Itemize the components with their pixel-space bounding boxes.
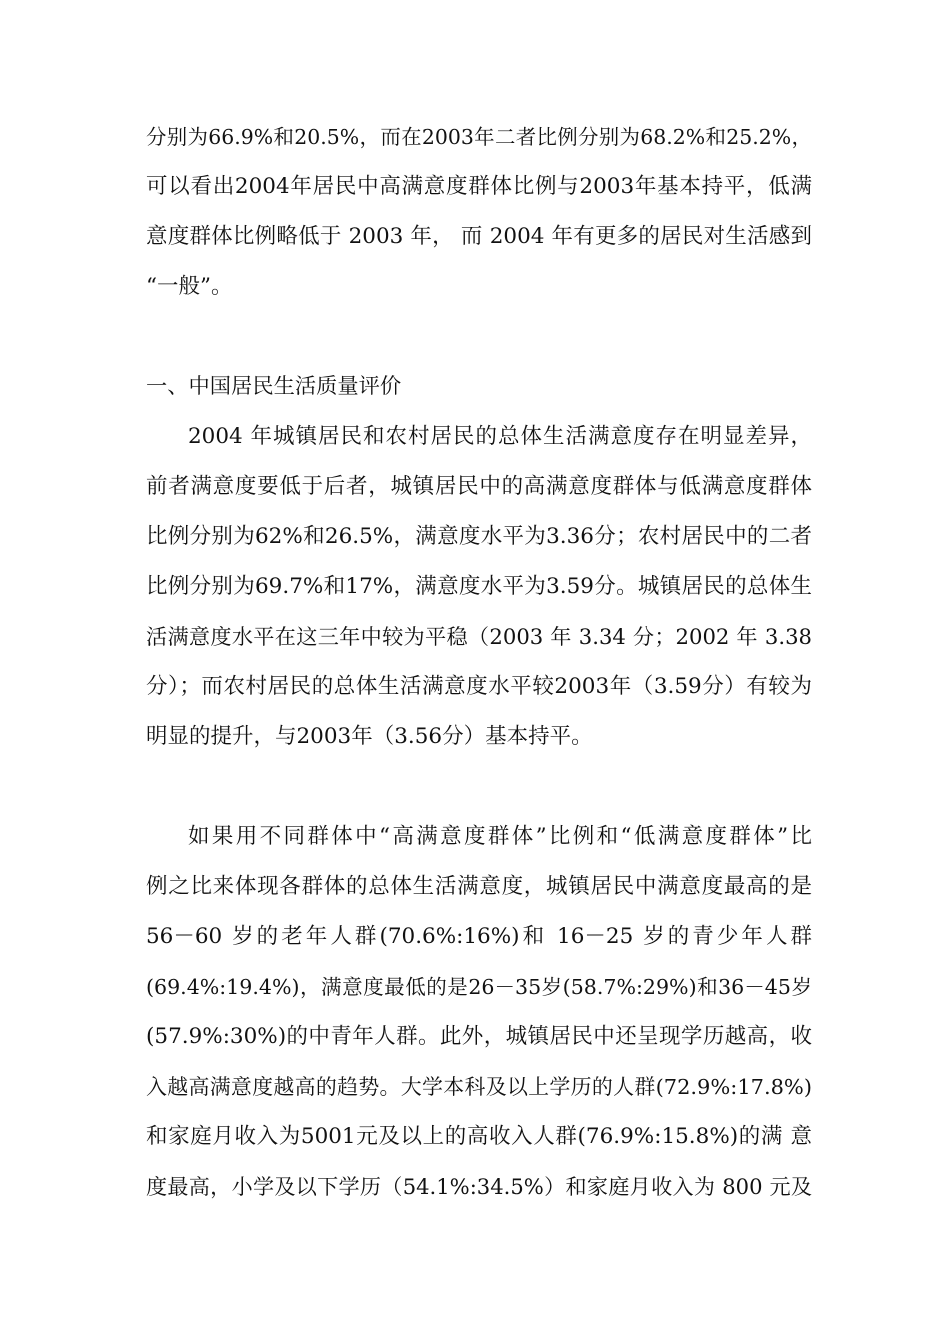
- paragraph-line: 度最高，小学及以下学历（54.1%:34.5%）和家庭月收入为 800 元及: [146, 1174, 812, 1199]
- paragraph-line: 明显的提升，与2003年（3.56分）基本持平。: [146, 724, 593, 749]
- paragraph-line: 入越高满意度越高的趋势。大学本科及以上学历的人群(72.9%:17.8%): [146, 1075, 812, 1099]
- paragraph-line: (69.4%:19.4%)，满意度最低的是26－35岁(58.7%:29%)和36－45岁: [146, 975, 812, 999]
- paragraph-line: 56－60 岁的老年人群(70.6%:16%)和 16－25 岁的青少年人群: [146, 924, 812, 949]
- paragraph-line: 分）；而农村居民的总体生活满意度水平较2003年（3.59分）有较为: [146, 674, 812, 699]
- paragraph-line: 活满意度水平在这三年中较为平稳（2003 年 3.34 分；2002 年 3.38: [146, 624, 812, 649]
- paragraph-line: “一般”。: [146, 274, 233, 299]
- paragraph-line: 如果用不同群体中“高满意度群体”比例和“低满意度群体”比: [188, 824, 812, 849]
- section-heading: 一、中国居民生活质量评价: [146, 374, 402, 399]
- paragraph-line: 2004 年城镇居民和农村居民的总体生活满意度存在明显差异，: [188, 424, 812, 449]
- paragraph-line: 例之比来体现各群体的总体生活满意度，城镇居民中满意度最高的是: [146, 874, 812, 899]
- paragraph-line: 意度群体比例略低于 2003 年， 而 2004 年有更多的居民对生活感到: [146, 224, 812, 249]
- paragraph-line: 比例分别为69.7%和17%，满意度水平为3.59分。城镇居民的总体生: [146, 574, 812, 599]
- paragraph-line: (57.9%:30%)的中青年人群。此外，城镇居民中还呈现学历越高，收: [146, 1024, 812, 1049]
- paragraph-line: 可以看出2004年居民中高满意度群体比例与2003年基本持平，低满: [146, 174, 812, 199]
- paragraph-line: 和家庭月收入为5001元及以上的高收入人群(76.9%:15.8%)的满 意: [146, 1124, 812, 1149]
- paragraph-line: 前者满意度要低于后者，城镇居民中的高满意度群体与低满意度群体: [146, 474, 812, 499]
- paragraph-line: 分别为66.9%和20.5%，而在2003年二者比例分别为68.2%和25.2%，: [146, 125, 812, 149]
- paragraph-line: 比例分别为62%和26.5%，满意度水平为3.36分；农村居民中的二者: [146, 524, 812, 549]
